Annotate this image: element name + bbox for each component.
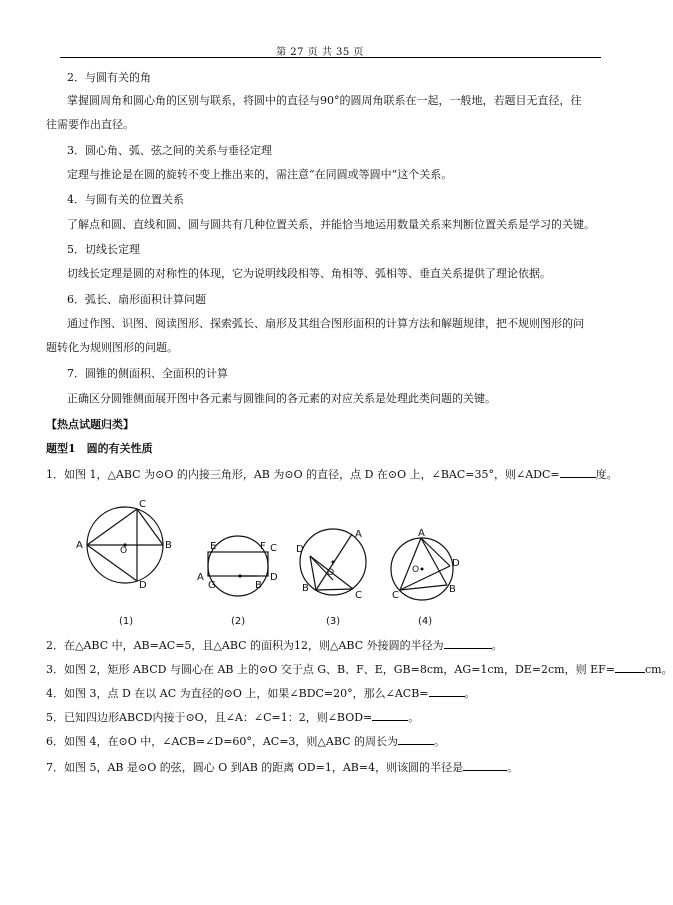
section-title: 2．与圆有关的角: [67, 71, 151, 84]
section-title: 3．圆心角、弧、弦之间的关系与垂径定理: [67, 144, 272, 157]
answer-blank: [615, 662, 645, 673]
answer-blank: [429, 686, 465, 697]
question-7: [46, 760, 518, 775]
section-title: 4．与圆有关的位置关系: [67, 193, 184, 206]
section-title: 7．圆锥的侧面积、全面积的计算: [67, 367, 228, 380]
question-text: 4．如图 3，点 D 在以 AC 为直径的⊙O 上，如果∠BDC=20°，那么∠ACB=: [46, 687, 429, 700]
question-unit: 度。: [595, 468, 618, 481]
question-5: [46, 710, 419, 725]
question-3: [46, 662, 673, 677]
label-c: C: [392, 590, 399, 601]
question-text: 7．如图 5，AB 是⊙O 的弦，圆心 O 到AB 的距离 OD=1，AB=4，则该圆的半径是: [46, 761, 464, 774]
label-d: D: [452, 558, 460, 569]
figure-caption: (2): [231, 616, 246, 627]
label-a: A: [418, 528, 425, 539]
question-text: 6．如图 4，在⊙O 中，∠ACB=∠D=60°，AC=3，则△ABC 的周长为: [46, 735, 399, 748]
question-end: 。: [464, 687, 476, 700]
question-end: cm。: [644, 663, 673, 676]
label-c: C: [270, 543, 277, 554]
label-e: E: [210, 541, 217, 552]
page-number: 第 27 页 共 35 页: [276, 47, 364, 58]
label-o: O: [412, 565, 420, 575]
figure-caption: (3): [326, 616, 341, 627]
paragraph-line: 定理与推论是在圆的旋转不变上推出来的，需注意“在同圆或等圆中”这个关系。: [67, 168, 453, 181]
paragraph-line: 了解点和圆、直线和圆、圆与圆共有几种位置关系，并能恰当地运用数量关系来判断位置关系是学习的关键。: [67, 218, 595, 231]
question-2: [46, 638, 503, 653]
label-a: A: [355, 529, 362, 540]
question-end: 。: [408, 711, 420, 724]
question-end: 。: [507, 761, 519, 774]
question-4: [46, 686, 476, 701]
paragraph-line: 掌握圆周角和圆心角的区别与联系，将圆中的直径与90°的圆周角联系在一起，一般地，若题目无直径，往: [67, 94, 582, 107]
label-b: B: [165, 540, 172, 551]
answer-blank: [398, 734, 434, 745]
question-end: 。: [434, 735, 446, 748]
answer-blank: [463, 760, 507, 771]
label-o: O: [120, 546, 128, 556]
answer-blank: [444, 638, 492, 649]
question-text: 3．如图 2，矩形 ABCD 与圆心在 AB 上的⊙O 交于点 G、B、F、E，GB=8cm，AG=1cm，DE=2cm，则 EF=: [46, 663, 615, 676]
figure-caption: (1): [119, 616, 134, 627]
question-text: 2．在△ABC 中，AB=AC=5，且△ABC 的面积为12，则△ABC 外接圆的半径为: [46, 639, 444, 652]
section-title: 6．弧长、扇形面积计算问题: [67, 293, 206, 306]
label-d: D: [270, 572, 278, 583]
paragraph-line: 切线长定理是圆的对称性的体现，它为说明线段相等、角相等、弧相等、垂直关系提供了理论依据。: [67, 267, 551, 280]
label-a: A: [76, 540, 83, 551]
label-d: D: [139, 580, 147, 591]
answer-blank: [372, 710, 408, 721]
label-a: A: [197, 572, 204, 583]
section-title: 5．切线长定理: [67, 243, 140, 256]
label-b: B: [255, 580, 262, 591]
label-d: D: [296, 544, 304, 555]
hot-topics-heading: 【热点试题归类】: [46, 418, 134, 431]
question-6: [46, 734, 445, 749]
question-end: 。: [491, 639, 503, 652]
label-f: F: [260, 541, 266, 552]
label-o: O: [327, 568, 335, 578]
label-c: C: [355, 590, 362, 601]
label-c: C: [139, 499, 146, 510]
paragraph-line: 正确区分圆锥侧面展开图中各元素与圆锥间的各元素的对应关系是处理此类问题的关键。: [67, 392, 496, 405]
question-text: 1．如图 1，△ABC 为⊙O 的内接三角形，AB 为⊙O 的直径，点 D 在⊙O 上，∠BAC=35°，则∠ADC=: [46, 468, 560, 481]
paragraph-line: 题转化为规则图形的问题。: [46, 341, 178, 354]
question-type-heading: 题型1 圆的有关性质: [46, 442, 153, 455]
paragraph-line: 通过作图、识图、阅读图形、探索弧长、扇形及其组合图形面积的计算方法和解题规律，把不规则图形的问: [67, 317, 584, 330]
label-b: B: [449, 584, 456, 595]
figure-caption: (4): [418, 616, 433, 627]
label-b: B: [302, 583, 309, 594]
label-g: G: [208, 580, 216, 591]
paragraph-line: 往需要作出直径。: [46, 118, 134, 131]
question-text: 5．已知四边形ABCD内接于⊙O，且∠A：∠C=1：2，则∠BOD=: [46, 711, 373, 724]
